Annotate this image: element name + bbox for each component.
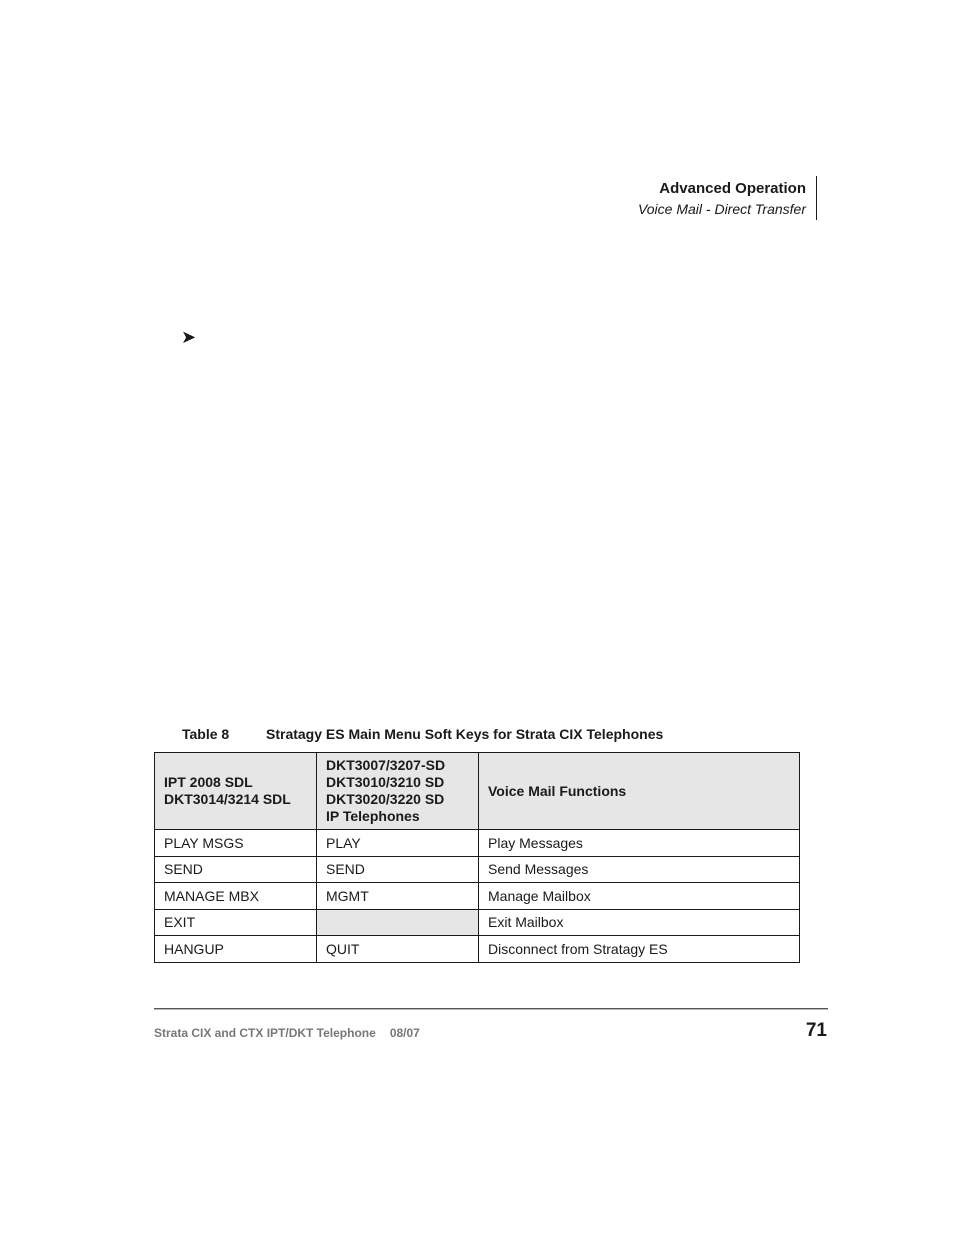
section-subtitle: Voice Mail - Direct Transfer: [637, 201, 806, 217]
table-header-row: [155, 753, 800, 830]
table-row: [155, 883, 800, 910]
table-cell: Disconnect from Stratagy ES: [479, 936, 800, 963]
arrow-bullet-icon: ➤: [181, 327, 197, 347]
table-title: Stratagy ES Main Menu Soft Keys for Strata CIX Telephones: [266, 726, 664, 742]
header-cell-dkt-sd: DKT3007/3207-SD DKT3010/3210 SD DKT3020/3220 SD IP Telephones: [317, 753, 479, 830]
table-row: [155, 909, 800, 936]
page-number: 71: [805, 1020, 827, 1041]
footer-divider: [154, 1008, 828, 1010]
table-caption: [182, 725, 663, 743]
table-cell: MANAGE MBX: [155, 883, 317, 910]
table-cell: MGMT: [317, 883, 479, 910]
table-cell: Manage Mailbox: [479, 883, 800, 910]
footer-doc-info: [154, 1026, 420, 1040]
table-cell: PLAY: [317, 830, 479, 857]
table-row: [155, 856, 800, 883]
table-cell: Play Messages: [479, 830, 800, 857]
table-cell: Exit Mailbox: [479, 909, 800, 936]
footer-date: 08/07: [389, 1026, 420, 1040]
table-row: [155, 830, 800, 857]
table-cell: PLAY MSGS: [155, 830, 317, 857]
table-row: [155, 936, 800, 963]
table-cell: HANGUP: [155, 936, 317, 963]
table-number: Table 8: [182, 726, 230, 742]
table-cell: EXIT: [155, 909, 317, 936]
table-cell: Send Messages: [479, 856, 800, 883]
table-cell-empty: [317, 909, 479, 936]
table-cell: SEND: [155, 856, 317, 883]
header-cell-ipt-sdl: IPT 2008 SDL DKT3014/3214 SDL: [155, 753, 317, 830]
running-header: [638, 176, 817, 220]
table-cell: QUIT: [317, 936, 479, 963]
footer-doc-title: Strata CIX and CTX IPT/DKT Telephone: [154, 1026, 376, 1040]
section-title: Advanced Operation: [659, 180, 806, 197]
header-cell-voice-mail-functions: Voice Mail Functions: [479, 753, 800, 830]
table-cell: SEND: [317, 856, 479, 883]
soft-keys-table: [154, 752, 800, 963]
